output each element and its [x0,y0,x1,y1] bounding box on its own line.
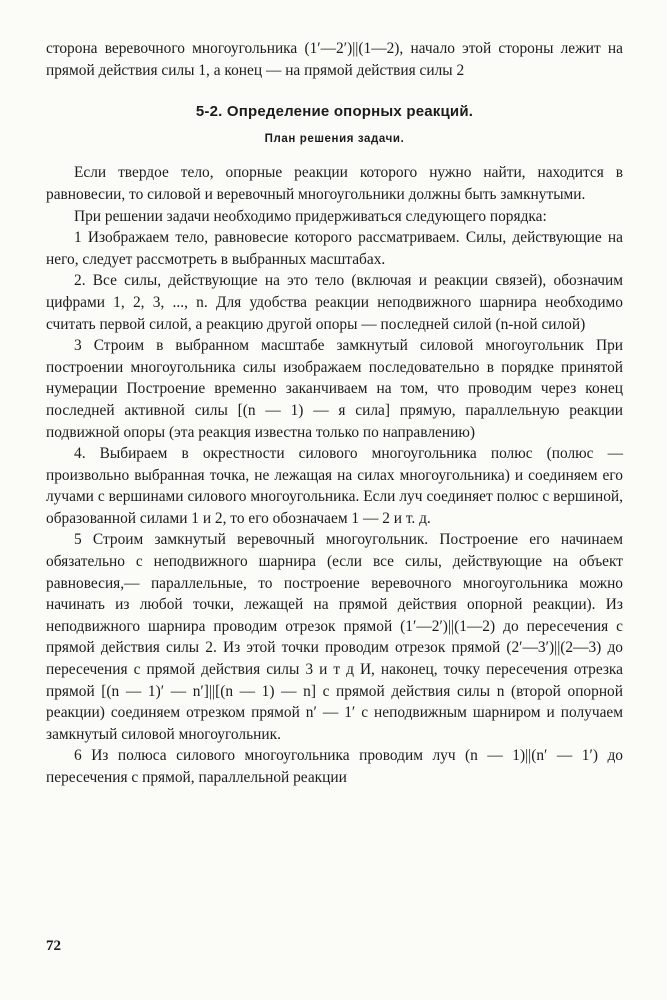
step-3: 3 Строим в выбранном масштабе замкнутый силовой многоугольник При построении многоугольника силы изображаем последовательно в порядке принятой нумерации Построение временно заканчиваем на том, что проводим через конец последней активной силы [(n — 1) — я сила] прямую, параллельную реакции подвижной опоры (эта реакция известна только по направлению) [46,337,623,441]
paragraph-order: При решении задачи необходимо придерживаться следующего порядка: [74,207,547,225]
paragraph-intro: Если твердое тело, опорные реакции которого нужно найти, находится в равновесии, то силовой и веревочный многоугольники должны быть замкнутыми. [46,164,623,203]
step-4: 4. Выбираем в окрестности силового многоугольника полюс (полюс — произвольно выбранная точка, не лежащая на силах многоугольника) и соединяем его лучами с вершинами силового многоугольника. Если луч соединяет полюс с вершиной, образованной силами 1 и 2, то его обозначаем 1 — 2 и т. д. [46,445,623,527]
paragraph-continuation: сторона веревочного многоугольника (1′—2′)||(1—2), начало этой стороны лежит на прямой действия силы 1, а конец — на прямой действия силы 2 [46,40,623,79]
step-1: 1 Изображаем тело, равновесие которого рассматриваем. Силы, действующие на него, следует рассмотреть в выбранных масштабах. [46,229,623,268]
step-5: 5 Строим замкнутый веревочный многоугольник. Построение его начинаем обязательно с неподвижного шарнира (если все силы, действующие на объект равновесия,— параллельные, то построение веревочного многоугольника можно начинать из любой точки, лежащей на прямой действия опорной реакции). Из неподвижного шарнира проводим отрезок прямой (1′—2′)||(1—2) до пересечения с прямой действия силы 2. Из этой точки проводим отрезок прямой (2′—3′)||(2—3) до пересечения с прямой действия силы 3 и т д И, наконец, точку пересечения отрезка прямой [(n — 1)′ — n′]||[(n — 1) — n] с прямой действия силы n (второй опорной реакции) соединяем отрезком прямой n′ — 1′ с неподвижным шарниром и получаем замкнутый силовой многоугольник. [46,531,623,743]
section-title: 5-2. Определение опорных реакций. [195,103,474,121]
step-2: 2. Все силы, действующие на это тело (включая и реакции связей), обозначим цифрами 1, 2, 3, ..., n. Для удобства реакции неподвижного шарнира необходимо считать первой силой, а реакцию другой опоры — последней силой (n-ной силой) [46,272,623,333]
section-subtitle: План решения задачи. [264,132,405,145]
step-6: 6 Из полюса силового многоугольника проводим луч (n — 1)||(n′ — 1′) до пересечения с прямой, параллельной реакции [46,747,623,786]
page-number: 72 [46,938,61,954]
page-body [46,38,623,789]
